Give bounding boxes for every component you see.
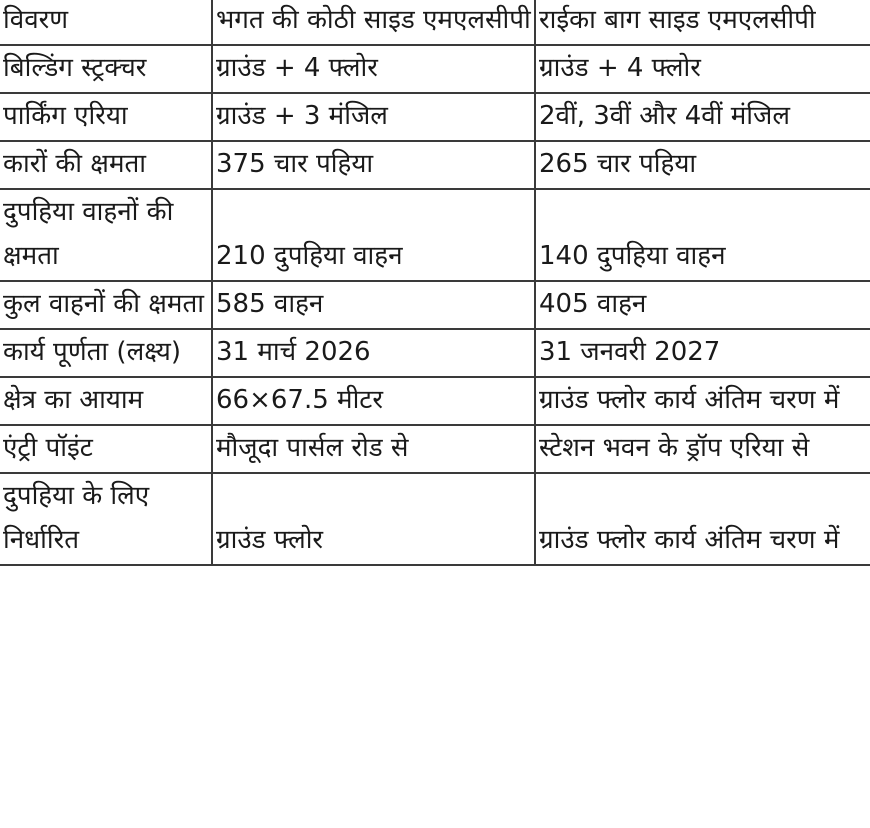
table-cell: 31 मार्च 2026 (212, 329, 535, 377)
row-label: कार्य पूर्णता (लक्ष्य) (0, 329, 212, 377)
table-cell: ग्राउंड + 4 फ्लोर (212, 45, 535, 93)
table-cell: 375 चार पहिया (212, 141, 535, 189)
table-row (0, 473, 870, 565)
table-cell: 585 वाहन (212, 281, 535, 329)
table-cell: 265 चार पहिया (535, 141, 870, 189)
table-row (0, 45, 870, 93)
row-label: क्षेत्र का आयाम (0, 377, 212, 425)
table-cell: ग्राउंड फ्लोर कार्य अंतिम चरण में (535, 473, 870, 565)
header-raika-bagh-mlcp: राईका बाग साइड एमएलसीपी (535, 0, 870, 45)
table-cell: 210 दुपहिया वाहन (212, 189, 535, 281)
table-row (0, 329, 870, 377)
table-row (0, 189, 870, 281)
table-cell: 66×67.5 मीटर (212, 377, 535, 425)
row-label: एंट्री पॉइंट (0, 425, 212, 473)
table-cell: ग्राउंड + 3 मंजिल (212, 93, 535, 141)
table-cell: ग्राउंड फ्लोर कार्य अंतिम चरण में (535, 377, 870, 425)
header-bhagat-ki-kothi-mlcp: भगत की कोठी साइड एमएलसीपी (212, 0, 535, 45)
table-cell: ग्राउंड फ्लोर (212, 473, 535, 565)
table-row (0, 425, 870, 473)
table-cell: 140 दुपहिया वाहन (535, 189, 870, 281)
row-label: कुल वाहनों की क्षमता (0, 281, 212, 329)
row-label: दुपहिया वाहनों की क्षमता (0, 189, 212, 281)
table-cell: स्टेशन भवन के ड्रॉप एरिया से (535, 425, 870, 473)
header-row (0, 0, 870, 45)
table-cell: 405 वाहन (535, 281, 870, 329)
table-cell: 31 जनवरी 2027 (535, 329, 870, 377)
row-label: कारों की क्षमता (0, 141, 212, 189)
table-row (0, 281, 870, 329)
row-label: पार्किंग एरिया (0, 93, 212, 141)
header-particulars: विवरण (0, 0, 212, 45)
table-cell: मौजूदा पार्सल रोड से (212, 425, 535, 473)
row-label: दुपहिया के लिए निर्धारित (0, 473, 212, 565)
table-cell: ग्राउंड + 4 फ्लोर (535, 45, 870, 93)
table-row (0, 377, 870, 425)
table-cell: 2वीं, 3वीं और 4वीं मंजिल (535, 93, 870, 141)
table-row (0, 141, 870, 189)
table-row (0, 93, 870, 141)
row-label: बिल्डिंग स्ट्रक्चर (0, 45, 212, 93)
